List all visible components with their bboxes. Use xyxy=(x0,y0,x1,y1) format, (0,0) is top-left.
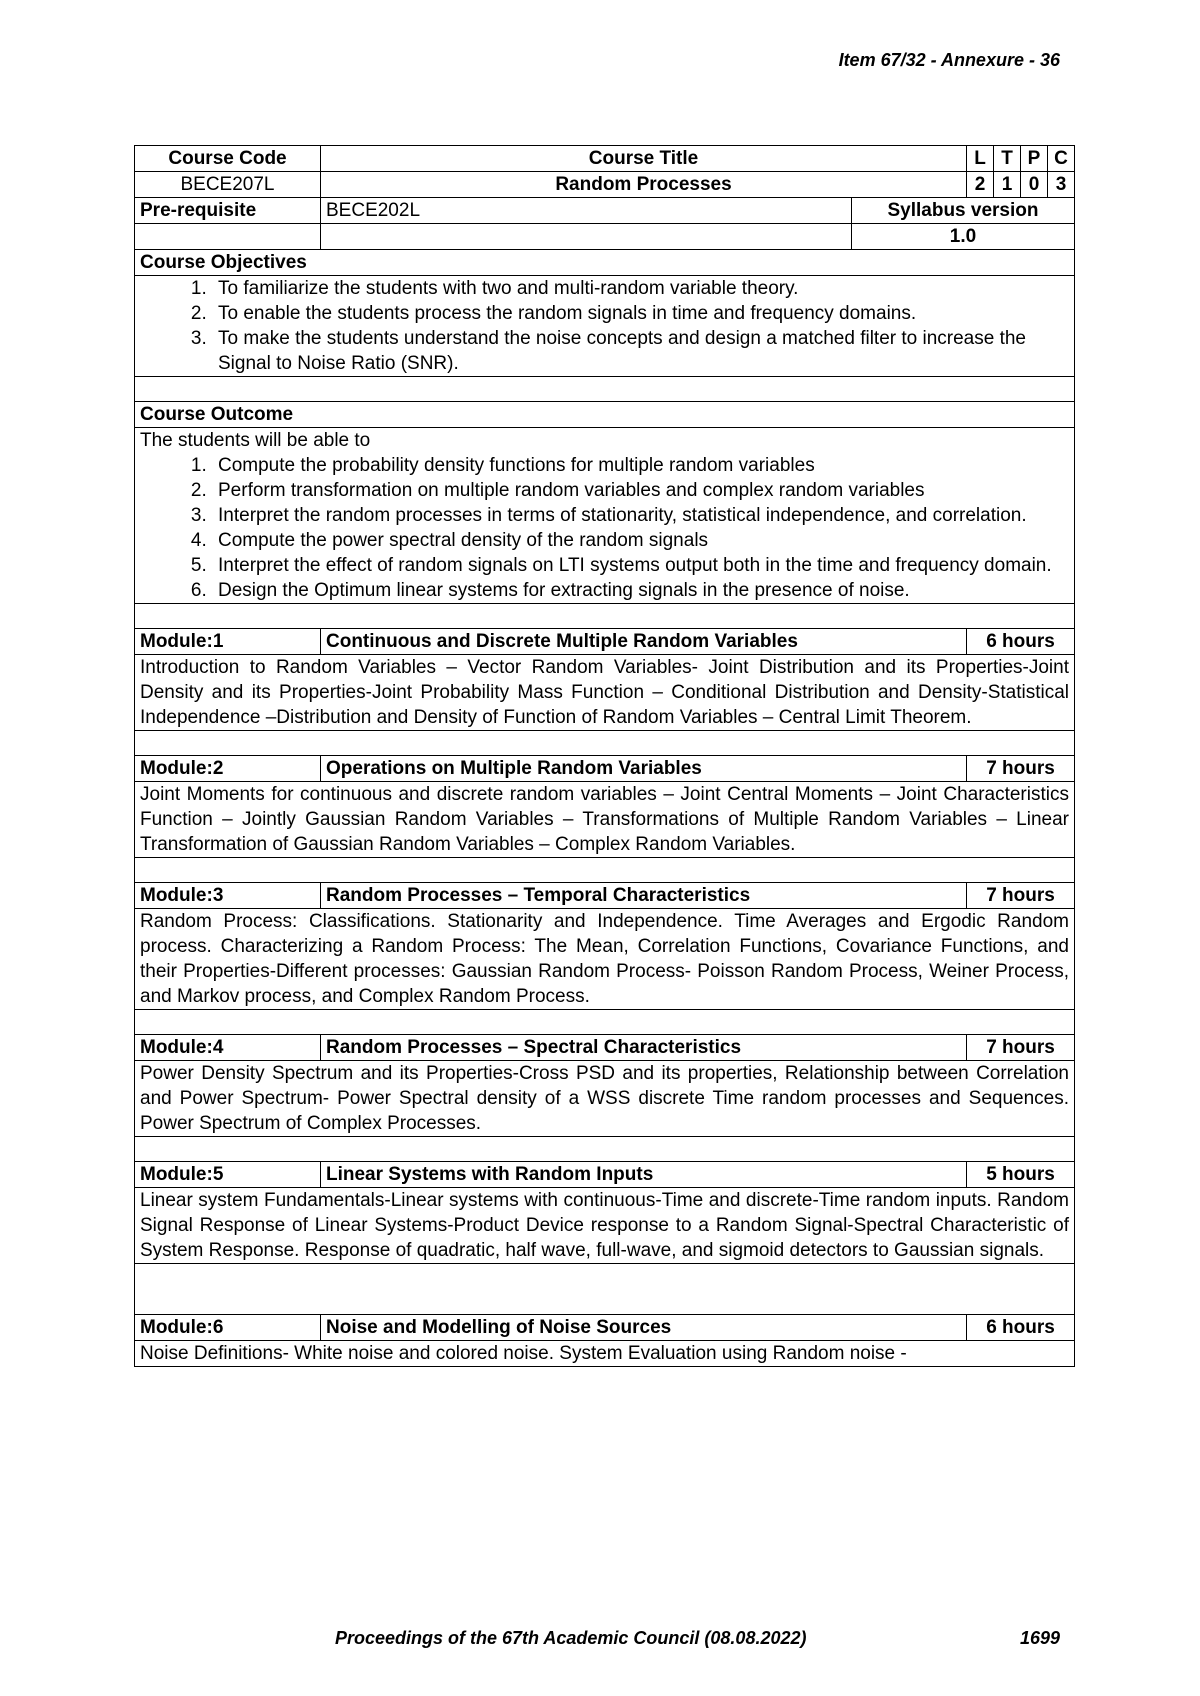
l-value: 2 xyxy=(967,172,994,198)
module-number: Module:4 xyxy=(135,1035,321,1061)
outcomes-intro: The students will be able to xyxy=(140,430,371,451)
l-label: L xyxy=(967,146,994,172)
syllabus-version-label: Syllabus version xyxy=(852,198,1075,224)
t-value: 1 xyxy=(994,172,1021,198)
module-content: Power Density Spectrum and its Properties-Cross PSD and its properties, Relationship between Correlation and Power Spectrum- Power Spectral density of a WSS discrete Time random processes and Sequences. Power Spectrum of Complex Processes. xyxy=(135,1061,1075,1137)
module-content: Joint Moments for continuous and discrete random variables – Joint Central Moments – Joint Characteristics Function – Jointly Gaussian Random Variables – Transformations of Multiple Random Variables – Linear Transformation of Gaussian Random Variables – Complex Random Variables. xyxy=(135,782,1075,858)
outcome-item: 1. Compute the probability density functions for multiple random variables xyxy=(212,453,1069,478)
module-content: Noise Definitions- White noise and colored noise. System Evaluation using Random noise - xyxy=(135,1341,1075,1367)
page-number: 1699 xyxy=(1019,1628,1060,1648)
p-label: P xyxy=(1021,146,1048,172)
outcomes-list xyxy=(140,453,1069,603)
course-title-label: Course Title xyxy=(321,146,967,172)
module-title: Noise and Modelling of Noise Sources xyxy=(321,1315,967,1341)
objectives-list xyxy=(140,276,1069,376)
module-hours: 7 hours xyxy=(967,1035,1075,1061)
module-title: Continuous and Discrete Multiple Random Variables xyxy=(321,629,967,655)
spacer-row xyxy=(135,1264,1075,1315)
outcome-item: 3. Interpret the random processes in terms of stationarity, statistical independence, and correlation. xyxy=(212,503,1069,528)
outcome-item: 5. Interpret the effect of random signals on LTI systems output both in the time and frequency domain. xyxy=(212,553,1069,578)
c-value: 3 xyxy=(1048,172,1075,198)
outcomes-body xyxy=(135,428,1075,604)
module-number: Module:1 xyxy=(135,629,321,655)
module-title: Random Processes – Temporal Characteristics xyxy=(321,883,967,909)
outcomes-heading: Course Outcome xyxy=(135,402,1075,428)
objective-item: 1. To familiarize the students with two and multi-random variable theory. xyxy=(212,276,1069,301)
spacer-row xyxy=(135,1010,1075,1035)
syllabus-table xyxy=(134,145,1075,1367)
module-title: Operations on Multiple Random Variables xyxy=(321,756,967,782)
spacer-row xyxy=(135,858,1075,883)
module-hours: 7 hours xyxy=(967,883,1075,909)
module-number: Module:3 xyxy=(135,883,321,909)
outcome-item: 6. Design the Optimum linear systems for extracting signals in the presence of noise. xyxy=(212,578,1069,603)
spacer-row xyxy=(135,1137,1075,1162)
module-content: Introduction to Random Variables – Vector Random Variables- Joint Distribution and its Properties-Joint Density and its Properties-Joint Probability Mass Function – Conditional Distribution and Density-Statistical Independence –Distribution and Density of Function of Random Variables – Central Limit Theorem. xyxy=(135,655,1075,731)
footer xyxy=(335,1628,1060,1649)
objectives-body xyxy=(135,276,1075,377)
footer-proceedings: Proceedings of the 67th Academic Council (08.08.2022) xyxy=(335,1628,807,1648)
prereq-label: Pre-requisite xyxy=(135,198,321,224)
module-title: Linear Systems with Random Inputs xyxy=(321,1162,967,1188)
module-number: Module:5 xyxy=(135,1162,321,1188)
module-number: Module:6 xyxy=(135,1315,321,1341)
t-label: T xyxy=(994,146,1021,172)
spacer-row xyxy=(135,604,1075,629)
module-content: Linear system Fundamentals-Linear systems with continuous-Time and discrete-Time random inputs. Random Signal Response of Linear Systems-Product Device response to a Random Signal-Spectral Characteristic of System Response. Response of quadratic, half wave, full-wave, and sigmoid detectors to Gaussian signals. xyxy=(135,1188,1075,1264)
outcome-item: 4. Compute the power spectral density of the random signals xyxy=(212,528,1069,553)
course-code: BECE207L xyxy=(135,172,321,198)
module-hours: 6 hours xyxy=(967,629,1075,655)
objectives-heading: Course Objectives xyxy=(135,250,1075,276)
objective-item: 2. To enable the students process the random signals in time and frequency domains. xyxy=(212,301,1069,326)
prereq-value: BECE202L xyxy=(321,198,852,224)
spacer-row xyxy=(135,377,1075,402)
spacer-row xyxy=(135,731,1075,756)
syllabus-version-value: 1.0 xyxy=(852,224,1075,250)
p-value: 0 xyxy=(1021,172,1048,198)
objective-item: 3. To make the students understand the noise concepts and design a matched filter to increase the Signal to Noise Ratio (SNR). xyxy=(212,326,1069,376)
annexure-header: Item 67/32 - Annexure - 36 xyxy=(838,50,1060,70)
empty-cell xyxy=(321,224,852,250)
empty-cell xyxy=(135,224,321,250)
module-hours: 7 hours xyxy=(967,756,1075,782)
module-title: Random Processes – Spectral Characteristics xyxy=(321,1035,967,1061)
module-number: Module:2 xyxy=(135,756,321,782)
course-title: Random Processes xyxy=(321,172,967,198)
module-hours: 5 hours xyxy=(967,1162,1075,1188)
module-hours: 6 hours xyxy=(967,1315,1075,1341)
module-content: Random Process: Classifications. Stationarity and Independence. Time Averages and Ergodic Random process. Characterizing a Random Process: The Mean, Correlation Functions, Covariance Functions, and their Properties-Different processes: Gaussian Random Process- Poisson Random Process, Weiner Process, and Markov process, and Complex Random Process. xyxy=(135,909,1075,1010)
outcome-item: 2. Perform transformation on multiple random variables and complex random variables xyxy=(212,478,1069,503)
c-label: C xyxy=(1048,146,1075,172)
course-code-label: Course Code xyxy=(135,146,321,172)
